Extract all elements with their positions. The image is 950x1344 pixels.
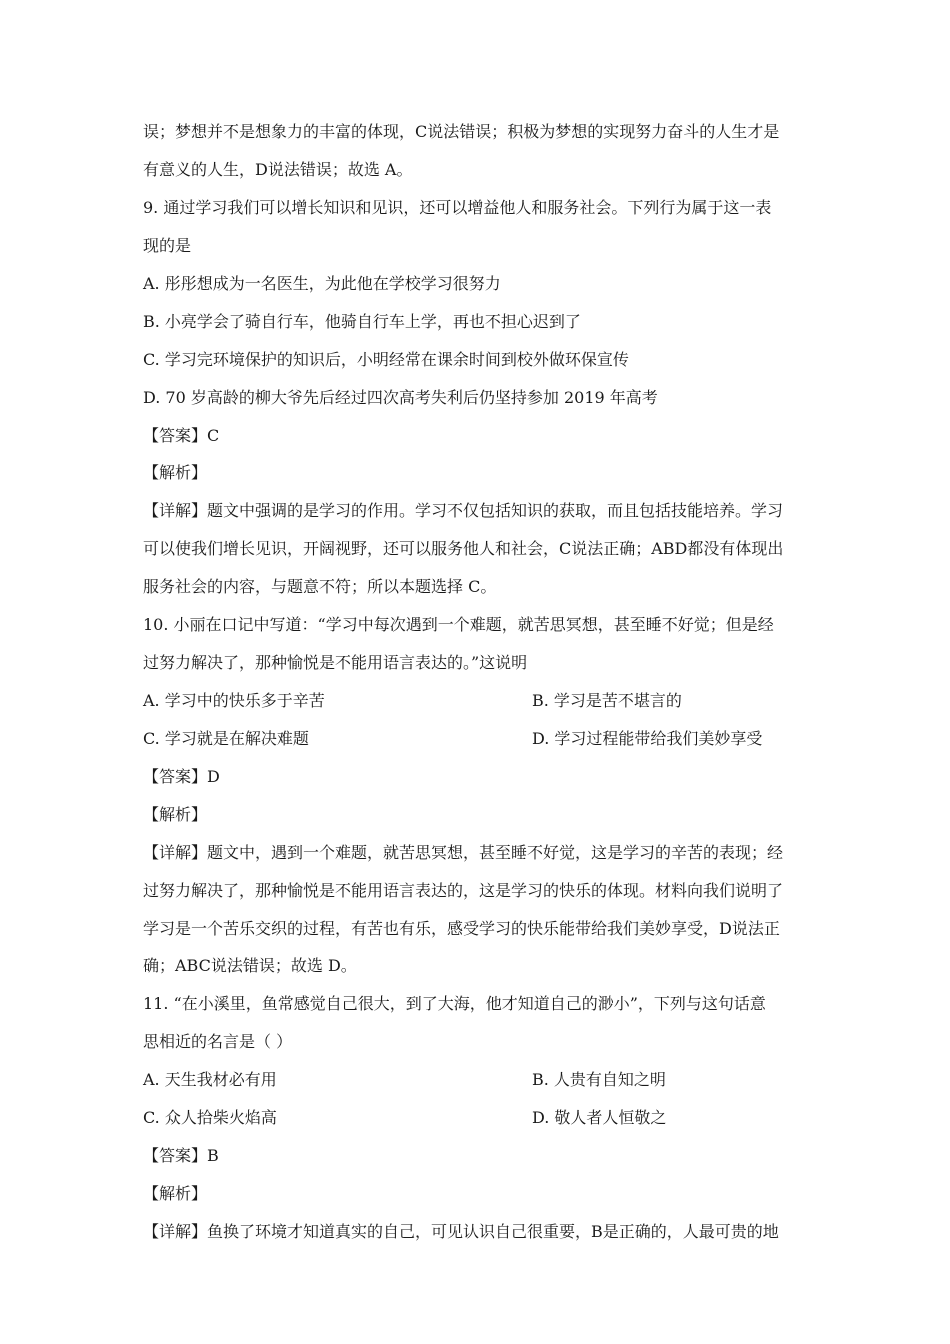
q11-stem-line-1: 11. “在小溪里，鱼常感觉自己很大，到了大海，他才知道自己的渺小”，下列与这句话意	[143, 994, 766, 1013]
q11-option-d: D. 敬人者人恒敬之	[532, 1108, 667, 1127]
q10-option-d: D. 学习过程能带给我们美妙享受	[532, 729, 763, 748]
q10-detail-line-2: 过努力解决了，那种愉悦是不能用语言表达的，这是学习的快乐的体现。材料向我们说明了	[143, 881, 784, 900]
q9-analysis-label: 【解析】	[143, 463, 208, 482]
q10-option-b: B. 学习是苦不堪言的	[532, 691, 682, 710]
q10-analysis-label: 【解析】	[143, 805, 208, 824]
q11-option-a: A. 天生我材必有用	[143, 1070, 277, 1089]
q11-stem-line-2: 思相近的名言是（ ）	[143, 1032, 293, 1051]
prev-explanation-line-2: 有意义的人生，D说法错误；故选 A。	[143, 160, 413, 179]
q9-stem-line-1: 9. 通过学习我们可以增长知识和见识，还可以增益他人和服务社会。下列行为属于这一表	[143, 198, 772, 217]
q10-option-a: A. 学习中的快乐多于辛苦	[143, 691, 325, 710]
q9-detail-line-2: 可以使我们增长见识，开阔视野，还可以服务他人和社会，C说法正确；ABD都没有体现出	[143, 539, 784, 558]
prev-explanation-line-1: 误；梦想并不是想象力的丰富的体现，C说法错误；积极为梦想的实现努力奋斗的人生才是	[143, 122, 780, 141]
q11-analysis-label: 【解析】	[143, 1184, 208, 1203]
q9-detail-line-1: 【详解】题文中强调的是学习的作用。学习不仅包括知识的获取，而且包括技能培养。学习	[143, 501, 784, 520]
q11-detail-line-1: 【详解】鱼换了环境才知道真实的自己，可见认识自己很重要，B是正确的，人最可贵的地	[143, 1222, 779, 1241]
q9-option-d: D. 70 岁高龄的柳大爷先后经过四次高考失利后仍坚持参加 2019 年高考	[143, 388, 658, 407]
q11-option-c: C. 众人拾柴火焰高	[143, 1108, 277, 1127]
q10-detail-line-4: 确；ABC说法错误；故选 D。	[143, 956, 357, 975]
q9-option-a: A. 彤彤想成为一名医生，为此他在学校学习很努力	[143, 274, 501, 293]
q10-detail-line-3: 学习是一个苦乐交织的过程，有苦也有乐，感受学习的快乐能带给我们美妙享受，D说法正	[143, 919, 780, 938]
q10-detail-line-1: 【详解】题文中，遇到一个难题，就苦思冥想，甚至睡不好觉，这是学习的辛苦的表现；经	[143, 843, 784, 862]
q9-option-b: B. 小亮学会了骑自行车，他骑自行车上学，再也不担心迟到了	[143, 312, 581, 331]
q11-answer: 【答案】B	[143, 1146, 219, 1165]
q9-detail-line-3: 服务社会的内容，与题意不符；所以本题选择 C。	[143, 577, 497, 596]
q10-stem-line-1: 10. 小丽在口记中写道：“学习中每次遇到一个难题，就苦思冥想，甚至睡不好觉；但是经	[143, 615, 774, 634]
q11-option-b: B. 人贵有自知之明	[532, 1070, 666, 1089]
q9-answer: 【答案】C	[143, 426, 220, 445]
q9-stem-line-2: 现的是	[143, 236, 192, 255]
q10-stem-line-2: 过努力解决了，那种愉悦是不能用语言表达的。”这说明	[143, 653, 528, 672]
q9-option-c: C. 学习完环境保护的知识后，小明经常在课余时间到校外做环保宣传	[143, 350, 629, 369]
q10-answer: 【答案】D	[143, 767, 220, 786]
q10-option-c: C. 学习就是在解决难题	[143, 729, 309, 748]
